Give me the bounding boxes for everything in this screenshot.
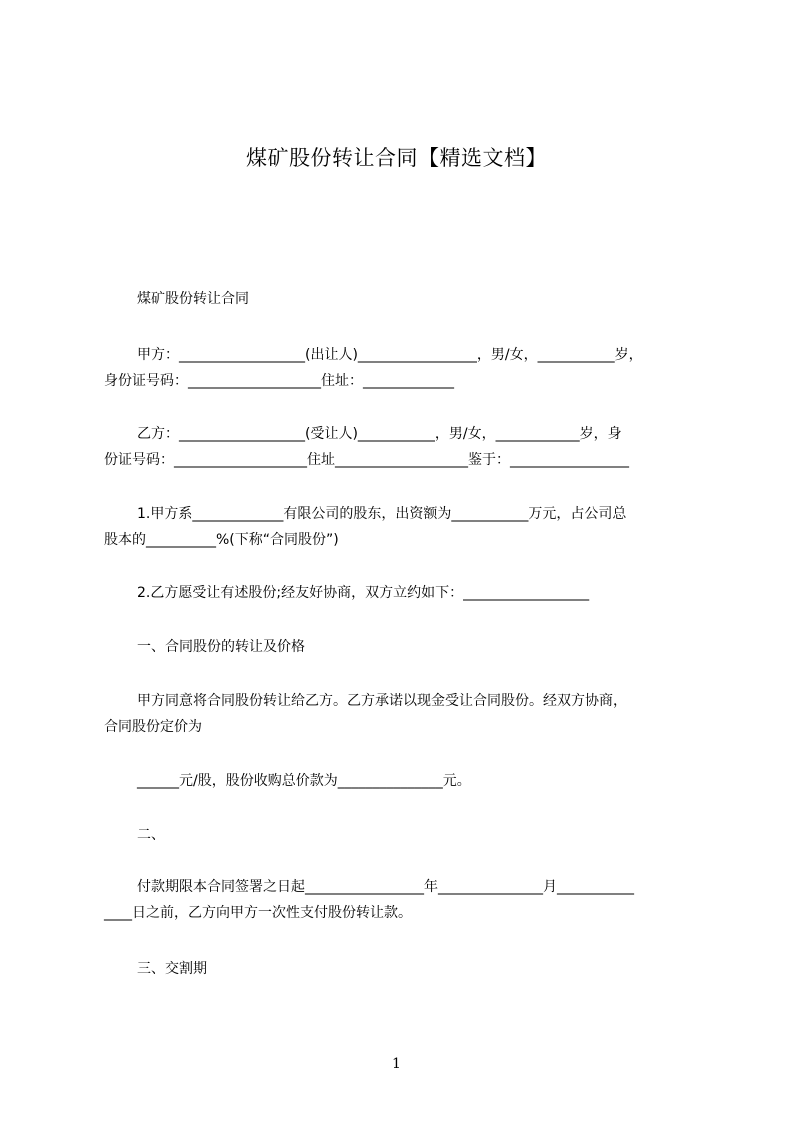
text-line: 乙方：__________________(受让人)___________，男/女，____________岁，身 xyxy=(137,426,622,442)
text-line: 一、合同股份的转让及价格 xyxy=(137,639,305,655)
text-line: 煤矿股份转让合同 xyxy=(137,291,249,307)
text-line: 份证号码：___________________住址___________________鉴于：_________________ xyxy=(104,452,629,468)
text-line: 三、交割期 xyxy=(137,961,207,977)
text-line: 二、 xyxy=(137,827,165,843)
text-line: 1.甲方系_____________有限公司的股东，出资额为___________万元，占公司总 xyxy=(137,506,627,522)
text-line: 合同股份定价为 xyxy=(104,719,202,735)
document-title: 煤矿股份转让合同【精选文档】 xyxy=(246,146,547,170)
text-line: 甲方同意将合同股份转让给乙方。乙方承诺以现金受让合同股份。经双方协商， xyxy=(137,693,627,709)
text-line: ____日之前，乙方向甲方一次性支付股份转让款。 xyxy=(104,905,412,921)
text-line: ______元/股，股份收购总价款为_______________元。 xyxy=(137,773,471,789)
paragraph-clause-1 xyxy=(104,501,704,553)
text-line: 2.乙方愿受让有述股份;经友好协商，双方立约如下：__________________ xyxy=(137,585,590,601)
section-heading-2 xyxy=(104,822,704,848)
paragraph-price xyxy=(104,688,704,740)
text-line: 身份证号码：___________________住址：_____________ xyxy=(104,373,454,389)
paragraph-price-detail xyxy=(104,768,704,794)
paragraph-party-b xyxy=(104,421,704,473)
text-line: 付款期限本合同签署之日起_________________年_______________月___________ xyxy=(137,879,634,895)
paragraph-payment xyxy=(104,874,704,926)
paragraph-clause-2 xyxy=(104,580,704,606)
paragraph-subtitle xyxy=(104,286,704,312)
page-number: 1 xyxy=(392,1056,401,1072)
section-heading-3 xyxy=(104,956,704,982)
section-heading-1 xyxy=(104,634,704,660)
text-line: 股本的__________%(下称“合同股份”) xyxy=(104,532,339,548)
paragraph-party-a xyxy=(104,342,704,394)
text-line: 甲方：__________________(出让人)_________________，男/女，___________岁， xyxy=(137,347,643,363)
